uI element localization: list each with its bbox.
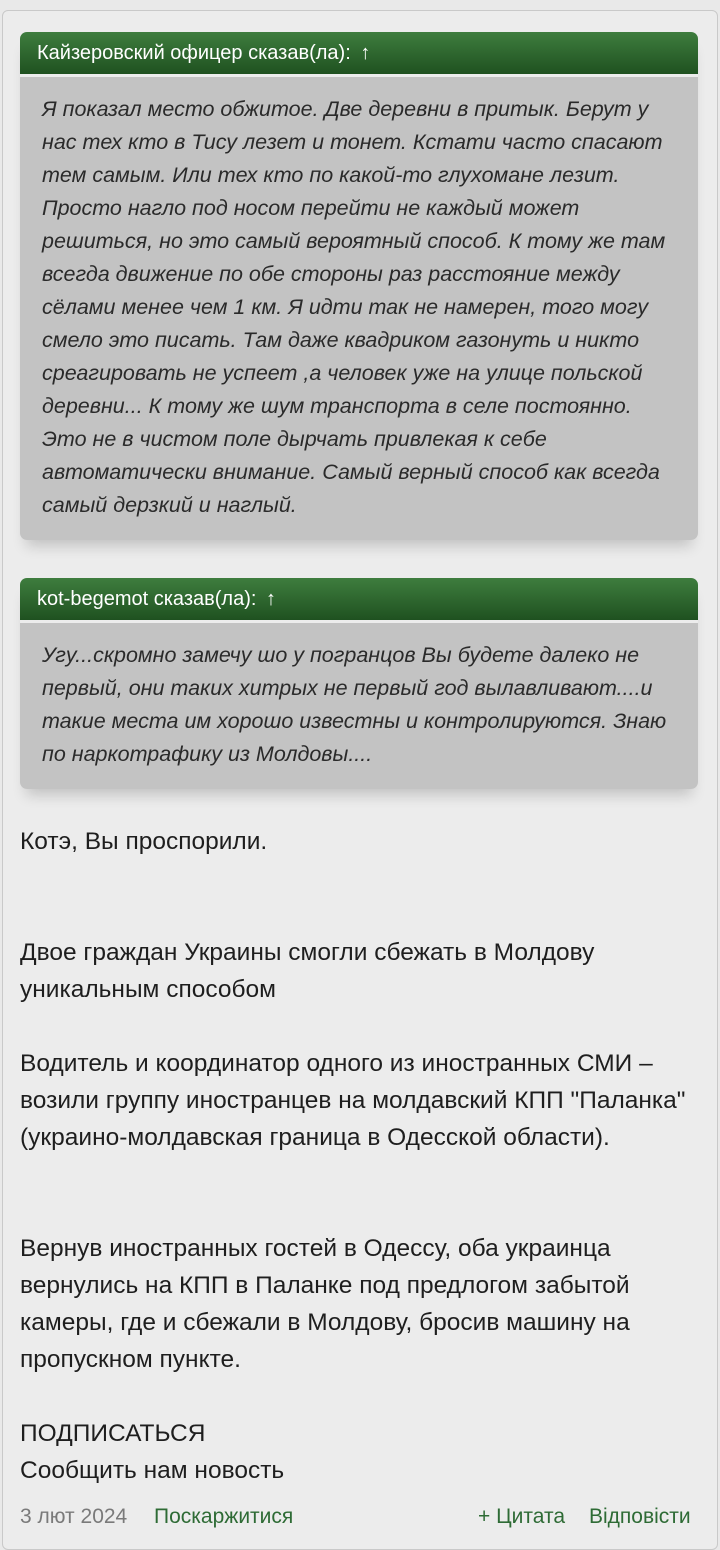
reply-line	[20, 823, 710, 860]
subscribe-text: ПОДПИСАТЬСЯ	[20, 1420, 206, 1447]
reply-para-3	[20, 1230, 710, 1378]
reply-para-2	[20, 1045, 710, 1156]
reply-text-para2: Водитель и координатор одного из иностранных СМИ – возили группу иностранцев на молдавский КПП "Паланка" (украино-молдавская граница в Одесской области).	[20, 1050, 686, 1151]
quote-link[interactable]: + Цитата	[478, 1505, 566, 1528]
post-footer	[20, 1505, 700, 1535]
quote-header-2[interactable]	[20, 578, 698, 620]
quote-author-2: kot-begemot сказав(ла):	[37, 588, 257, 610]
report-news-text: Сообщить нам новость	[20, 1457, 285, 1484]
quote-author-1: Кайзеровский офицер сказав(ла):	[37, 42, 351, 64]
reply-links	[20, 1415, 710, 1489]
post-date: 3 лют 2024	[20, 1505, 128, 1528]
reply-text-line1: Котэ, Вы проспорили.	[20, 828, 268, 855]
quote-block-2	[20, 578, 698, 789]
go-to-quote-arrow-icon[interactable]: ↑	[360, 42, 371, 64]
go-to-quote-arrow-icon[interactable]: ↑	[265, 588, 276, 610]
reply-text-para3: Вернув иностранных гостей в Одессу, оба украинца вернулись на КПП в Паланке под предлогом забытой камеры, где и сбежали в Молдову, бросив машину на пропускном пункте.	[20, 1235, 630, 1373]
reply-para-1	[20, 934, 710, 1008]
reply-link[interactable]: Відповісти	[589, 1505, 691, 1528]
reply-text-para1: Двое граждан Украины смогли сбежать в Молдову уникальным способом	[20, 939, 595, 1003]
quote-text-1: Я показал место обжитое. Две деревни в притык. Берут у нас тех кто в Тису лезет и тонет. Кстати часто спасают тем самым. Или тех кто по какой-то глухомане лезит. Просто нагло под носом перейти не каждый может решиться, но это самый вероятный способ. К тому же там всегда движение по обе стороны раз расстояние между сёлами менее чем 1 км. Я идти так не намерен, того могу смело это писать. Там даже квадриком газонуть и никто среагировать не успеет ,а человек уже на улице польской деревни... К тому же шум транспорта в селе постоянно. Это не в чистом поле дырчать привлекая к себе автоматически внимание. Самый верный способ как всегда самый дерзкий и наглый.	[20, 77, 698, 540]
quote-text-2: Угу...скромно замечу шо у погранцов Вы будете далеко не первый, они таких хитрых не первый год вылавливают....и такие места им хорошо известны и контролируются. Знаю по наркотрафику из Молдовы....	[20, 623, 698, 789]
complain-link[interactable]: Поскаржитися	[154, 1505, 294, 1528]
quote-header-1[interactable]	[20, 32, 698, 74]
quote-block-1	[20, 32, 698, 540]
